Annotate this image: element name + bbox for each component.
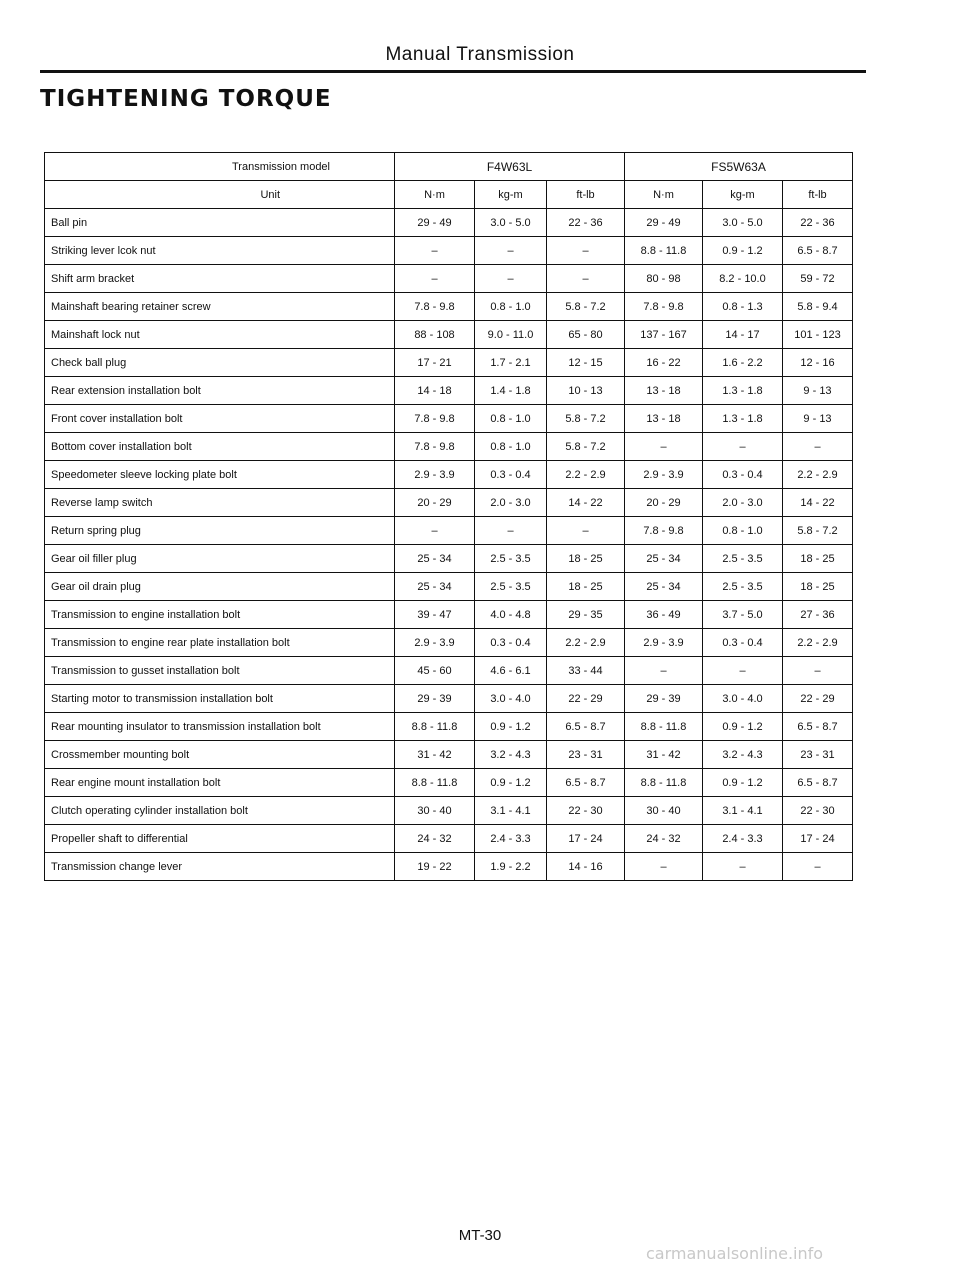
row-item-label: Rear mounting insulator to transmission installation bolt xyxy=(45,713,395,741)
torque-value-cell: 5.8 - 9.4 xyxy=(783,293,853,321)
torque-value-cell: 24 - 32 xyxy=(625,825,703,853)
torque-value-cell: 14 - 16 xyxy=(547,853,625,881)
row-item-label: Mainshaft lock nut xyxy=(45,321,395,349)
row-item-label: Shift arm bracket xyxy=(45,265,395,293)
torque-value-cell: 2.9 - 3.9 xyxy=(625,461,703,489)
table-row xyxy=(45,545,853,573)
row-item-label: Ball pin xyxy=(45,209,395,237)
torque-value-cell: – xyxy=(395,517,475,545)
torque-value-cell: 3.0 - 5.0 xyxy=(703,209,783,237)
torque-value-cell: 0.3 - 0.4 xyxy=(475,629,547,657)
table-row xyxy=(45,349,853,377)
torque-value-cell: 7.8 - 9.8 xyxy=(395,433,475,461)
table-row xyxy=(45,601,853,629)
header-rule xyxy=(40,70,866,73)
torque-value-cell: 14 - 18 xyxy=(395,377,475,405)
torque-value-cell: 20 - 29 xyxy=(395,489,475,517)
torque-value-cell: 8.2 - 10.0 xyxy=(703,265,783,293)
torque-value-cell: 7.8 - 9.8 xyxy=(625,293,703,321)
row-item-label: Return spring plug xyxy=(45,517,395,545)
torque-value-cell: 29 - 35 xyxy=(547,601,625,629)
torque-value-cell: 137 - 167 xyxy=(625,321,703,349)
torque-value-cell: 8.8 - 11.8 xyxy=(395,713,475,741)
row-item-label: Bottom cover installation bolt xyxy=(45,433,395,461)
torque-value-cell: 25 - 34 xyxy=(625,545,703,573)
torque-value-cell: 7.8 - 9.8 xyxy=(625,517,703,545)
torque-value-cell: 1.6 - 2.2 xyxy=(703,349,783,377)
unit-header: kg-m xyxy=(703,181,783,209)
torque-value-cell: 80 - 98 xyxy=(625,265,703,293)
torque-value-cell: 9 - 13 xyxy=(783,377,853,405)
row-item-label: Transmission change lever xyxy=(45,853,395,881)
torque-value-cell: 2.9 - 3.9 xyxy=(625,629,703,657)
torque-value-cell: 65 - 80 xyxy=(547,321,625,349)
torque-value-cell: 25 - 34 xyxy=(625,573,703,601)
torque-value-cell: 18 - 25 xyxy=(783,545,853,573)
torque-value-cell: 23 - 31 xyxy=(783,741,853,769)
torque-value-cell: – xyxy=(547,237,625,265)
table-row xyxy=(45,657,853,685)
page-header-title: Manual Transmission xyxy=(385,44,575,65)
row-item-label: Rear engine mount installation bolt xyxy=(45,769,395,797)
torque-value-cell: 22 - 30 xyxy=(547,797,625,825)
torque-value-cell: 18 - 25 xyxy=(547,545,625,573)
torque-value-cell: 4.6 - 6.1 xyxy=(475,657,547,685)
table-row xyxy=(45,293,853,321)
table-row xyxy=(45,489,853,517)
torque-value-cell: 8.8 - 11.8 xyxy=(395,769,475,797)
watermark: carmanualsonline.info xyxy=(646,1244,824,1263)
torque-value-cell: 0.9 - 1.2 xyxy=(475,713,547,741)
row-item-label: Mainshaft bearing retainer screw xyxy=(45,293,395,321)
torque-value-cell: 39 - 47 xyxy=(395,601,475,629)
torque-value-cell: 3.7 - 5.0 xyxy=(703,601,783,629)
torque-value-cell: 2.9 - 3.9 xyxy=(395,461,475,489)
torque-value-cell: 2.9 - 3.9 xyxy=(395,629,475,657)
row-item-label: Transmission to gusset installation bolt xyxy=(45,657,395,685)
torque-value-cell: – xyxy=(625,433,703,461)
torque-value-cell: 101 - 123 xyxy=(783,321,853,349)
torque-value-cell: 25 - 34 xyxy=(395,545,475,573)
torque-value-cell: 29 - 39 xyxy=(625,685,703,713)
table-row xyxy=(45,265,853,293)
torque-value-cell: 8.8 - 11.8 xyxy=(625,237,703,265)
model-header-fs5w63a: FS5W63A xyxy=(625,153,853,181)
torque-value-cell: 3.0 - 4.0 xyxy=(703,685,783,713)
table-row xyxy=(45,517,853,545)
torque-value-cell: 14 - 17 xyxy=(703,321,783,349)
unit-header: ft-lb xyxy=(783,181,853,209)
torque-value-cell: – xyxy=(547,517,625,545)
torque-value-cell: 14 - 22 xyxy=(783,489,853,517)
torque-value-cell: 29 - 39 xyxy=(395,685,475,713)
torque-table xyxy=(44,152,853,881)
table-row xyxy=(45,237,853,265)
page-number: MT-30 xyxy=(458,1227,502,1244)
torque-value-cell: 1.7 - 2.1 xyxy=(475,349,547,377)
row-item-label: Gear oil drain plug xyxy=(45,573,395,601)
torque-value-cell: – xyxy=(475,517,547,545)
torque-value-cell: 4.0 - 4.8 xyxy=(475,601,547,629)
model-header-row xyxy=(45,153,853,181)
row-item-label: Transmission to engine rear plate installation bolt xyxy=(45,629,395,657)
row-item-label: Transmission to engine installation bolt xyxy=(45,601,395,629)
torque-value-cell: 31 - 42 xyxy=(395,741,475,769)
unit-header: N·m xyxy=(395,181,475,209)
torque-value-cell: 2.5 - 3.5 xyxy=(703,573,783,601)
torque-value-cell: 0.9 - 1.2 xyxy=(703,769,783,797)
unit-header: ft-lb xyxy=(547,181,625,209)
torque-value-cell: 13 - 18 xyxy=(625,377,703,405)
torque-value-cell: 22 - 36 xyxy=(783,209,853,237)
torque-value-cell: 1.9 - 2.2 xyxy=(475,853,547,881)
torque-value-cell: 0.3 - 0.4 xyxy=(475,461,547,489)
unit-label: Unit xyxy=(45,181,395,209)
torque-value-cell: 18 - 25 xyxy=(547,573,625,601)
table-row xyxy=(45,713,853,741)
torque-value-cell: 2.0 - 3.0 xyxy=(475,489,547,517)
torque-value-cell: 2.4 - 3.3 xyxy=(703,825,783,853)
torque-value-cell: 0.9 - 1.2 xyxy=(703,713,783,741)
torque-value-cell: 19 - 22 xyxy=(395,853,475,881)
row-item-label: Speedometer sleeve locking plate bolt xyxy=(45,461,395,489)
unit-header-row xyxy=(45,181,853,209)
torque-value-cell: – xyxy=(783,853,853,881)
torque-value-cell: 45 - 60 xyxy=(395,657,475,685)
row-item-label: Clutch operating cylinder installation bolt xyxy=(45,797,395,825)
torque-value-cell: 22 - 36 xyxy=(547,209,625,237)
torque-value-cell: 0.8 - 1.0 xyxy=(475,433,547,461)
torque-value-cell: 17 - 21 xyxy=(395,349,475,377)
torque-value-cell: – xyxy=(625,657,703,685)
torque-value-cell: – xyxy=(625,853,703,881)
table-row xyxy=(45,573,853,601)
row-item-label: Gear oil filler plug xyxy=(45,545,395,573)
torque-value-cell: 1.4 - 1.8 xyxy=(475,377,547,405)
row-item-label: Check ball plug xyxy=(45,349,395,377)
torque-value-cell: 3.1 - 4.1 xyxy=(703,797,783,825)
torque-value-cell: 2.5 - 3.5 xyxy=(475,573,547,601)
torque-value-cell: – xyxy=(395,237,475,265)
torque-value-cell: 3.2 - 4.3 xyxy=(703,741,783,769)
table-row xyxy=(45,433,853,461)
table-row xyxy=(45,853,853,881)
table-row xyxy=(45,825,853,853)
table-row xyxy=(45,797,853,825)
torque-table-body xyxy=(45,209,853,881)
torque-value-cell: 1.3 - 1.8 xyxy=(703,405,783,433)
torque-value-cell: 0.9 - 1.2 xyxy=(475,769,547,797)
torque-value-cell: 3.0 - 4.0 xyxy=(475,685,547,713)
torque-value-cell: 0.8 - 1.0 xyxy=(475,293,547,321)
torque-value-cell: 16 - 22 xyxy=(625,349,703,377)
row-item-label: Rear extension installation bolt xyxy=(45,377,395,405)
torque-value-cell: – xyxy=(783,657,853,685)
torque-value-cell: 5.8 - 7.2 xyxy=(547,433,625,461)
torque-value-cell: – xyxy=(475,265,547,293)
torque-value-cell: 5.8 - 7.2 xyxy=(547,405,625,433)
table-row xyxy=(45,321,853,349)
torque-value-cell: 17 - 24 xyxy=(783,825,853,853)
row-item-label: Reverse lamp switch xyxy=(45,489,395,517)
model-label: Transmission model xyxy=(45,153,395,181)
torque-value-cell: 2.2 - 2.9 xyxy=(783,629,853,657)
table-row xyxy=(45,685,853,713)
torque-value-cell: 2.2 - 2.9 xyxy=(547,629,625,657)
torque-value-cell: 3.2 - 4.3 xyxy=(475,741,547,769)
torque-value-cell: 0.8 - 1.0 xyxy=(703,517,783,545)
torque-value-cell: 12 - 16 xyxy=(783,349,853,377)
torque-value-cell: 8.8 - 11.8 xyxy=(625,769,703,797)
torque-value-cell: 22 - 29 xyxy=(547,685,625,713)
model-header-f4w63l: F4W63L xyxy=(395,153,625,181)
torque-value-cell: – xyxy=(783,433,853,461)
row-item-label: Crossmember mounting bolt xyxy=(45,741,395,769)
torque-value-cell: 7.8 - 9.8 xyxy=(395,405,475,433)
torque-value-cell: 2.0 - 3.0 xyxy=(703,489,783,517)
table-row xyxy=(45,377,853,405)
torque-value-cell: 29 - 49 xyxy=(625,209,703,237)
row-item-label: Striking lever lcok nut xyxy=(45,237,395,265)
torque-value-cell: 0.9 - 1.2 xyxy=(703,237,783,265)
torque-value-cell: – xyxy=(703,657,783,685)
row-item-label: Propeller shaft to differential xyxy=(45,825,395,853)
torque-value-cell: 2.2 - 2.9 xyxy=(783,461,853,489)
torque-value-cell: 2.5 - 3.5 xyxy=(703,545,783,573)
torque-value-cell: 6.5 - 8.7 xyxy=(547,713,625,741)
torque-value-cell: 23 - 31 xyxy=(547,741,625,769)
unit-header: kg-m xyxy=(475,181,547,209)
torque-value-cell: 6.5 - 8.7 xyxy=(783,769,853,797)
table-row xyxy=(45,209,853,237)
torque-value-cell: 6.5 - 8.7 xyxy=(783,237,853,265)
torque-value-cell: 33 - 44 xyxy=(547,657,625,685)
torque-value-cell: 10 - 13 xyxy=(547,377,625,405)
torque-value-cell: – xyxy=(547,265,625,293)
torque-value-cell: 29 - 49 xyxy=(395,209,475,237)
torque-value-cell: 1.3 - 1.8 xyxy=(703,377,783,405)
torque-value-cell: 8.8 - 11.8 xyxy=(625,713,703,741)
torque-value-cell: 0.3 - 0.4 xyxy=(703,461,783,489)
torque-value-cell: 3.1 - 4.1 xyxy=(475,797,547,825)
torque-value-cell: 0.8 - 1.0 xyxy=(475,405,547,433)
torque-value-cell: 25 - 34 xyxy=(395,573,475,601)
torque-value-cell: 17 - 24 xyxy=(547,825,625,853)
torque-value-cell: 0.3 - 0.4 xyxy=(703,629,783,657)
torque-value-cell: 22 - 30 xyxy=(783,797,853,825)
torque-value-cell: – xyxy=(475,237,547,265)
torque-value-cell: 20 - 29 xyxy=(625,489,703,517)
torque-value-cell: 5.8 - 7.2 xyxy=(547,293,625,321)
torque-value-cell: 12 - 15 xyxy=(547,349,625,377)
torque-value-cell: 5.8 - 7.2 xyxy=(783,517,853,545)
torque-value-cell: 27 - 36 xyxy=(783,601,853,629)
table-row xyxy=(45,461,853,489)
table-row xyxy=(45,741,853,769)
torque-value-cell: 24 - 32 xyxy=(395,825,475,853)
torque-value-cell: – xyxy=(395,265,475,293)
torque-value-cell: 59 - 72 xyxy=(783,265,853,293)
torque-value-cell: 30 - 40 xyxy=(625,797,703,825)
torque-value-cell: 22 - 29 xyxy=(783,685,853,713)
torque-value-cell: 14 - 22 xyxy=(547,489,625,517)
torque-value-cell: 18 - 25 xyxy=(783,573,853,601)
torque-value-cell: 36 - 49 xyxy=(625,601,703,629)
torque-value-cell: 2.4 - 3.3 xyxy=(475,825,547,853)
torque-value-cell: 2.2 - 2.9 xyxy=(547,461,625,489)
torque-value-cell: 6.5 - 8.7 xyxy=(783,713,853,741)
torque-value-cell: 0.8 - 1.3 xyxy=(703,293,783,321)
torque-value-cell: 13 - 18 xyxy=(625,405,703,433)
unit-header: N·m xyxy=(625,181,703,209)
torque-value-cell: 6.5 - 8.7 xyxy=(547,769,625,797)
row-item-label: Front cover installation bolt xyxy=(45,405,395,433)
table-row xyxy=(45,405,853,433)
torque-value-cell: 2.5 - 3.5 xyxy=(475,545,547,573)
torque-value-cell: 9 - 13 xyxy=(783,405,853,433)
torque-value-cell: 88 - 108 xyxy=(395,321,475,349)
torque-value-cell: 31 - 42 xyxy=(625,741,703,769)
torque-value-cell: 7.8 - 9.8 xyxy=(395,293,475,321)
torque-value-cell: – xyxy=(703,433,783,461)
torque-value-cell: 9.0 - 11.0 xyxy=(475,321,547,349)
table-row xyxy=(45,629,853,657)
section-title: TIGHTENING TORQUE xyxy=(40,86,332,112)
table-row xyxy=(45,769,853,797)
torque-value-cell: 3.0 - 5.0 xyxy=(475,209,547,237)
torque-value-cell: 30 - 40 xyxy=(395,797,475,825)
row-item-label: Starting motor to transmission installation bolt xyxy=(45,685,395,713)
torque-value-cell: – xyxy=(703,853,783,881)
